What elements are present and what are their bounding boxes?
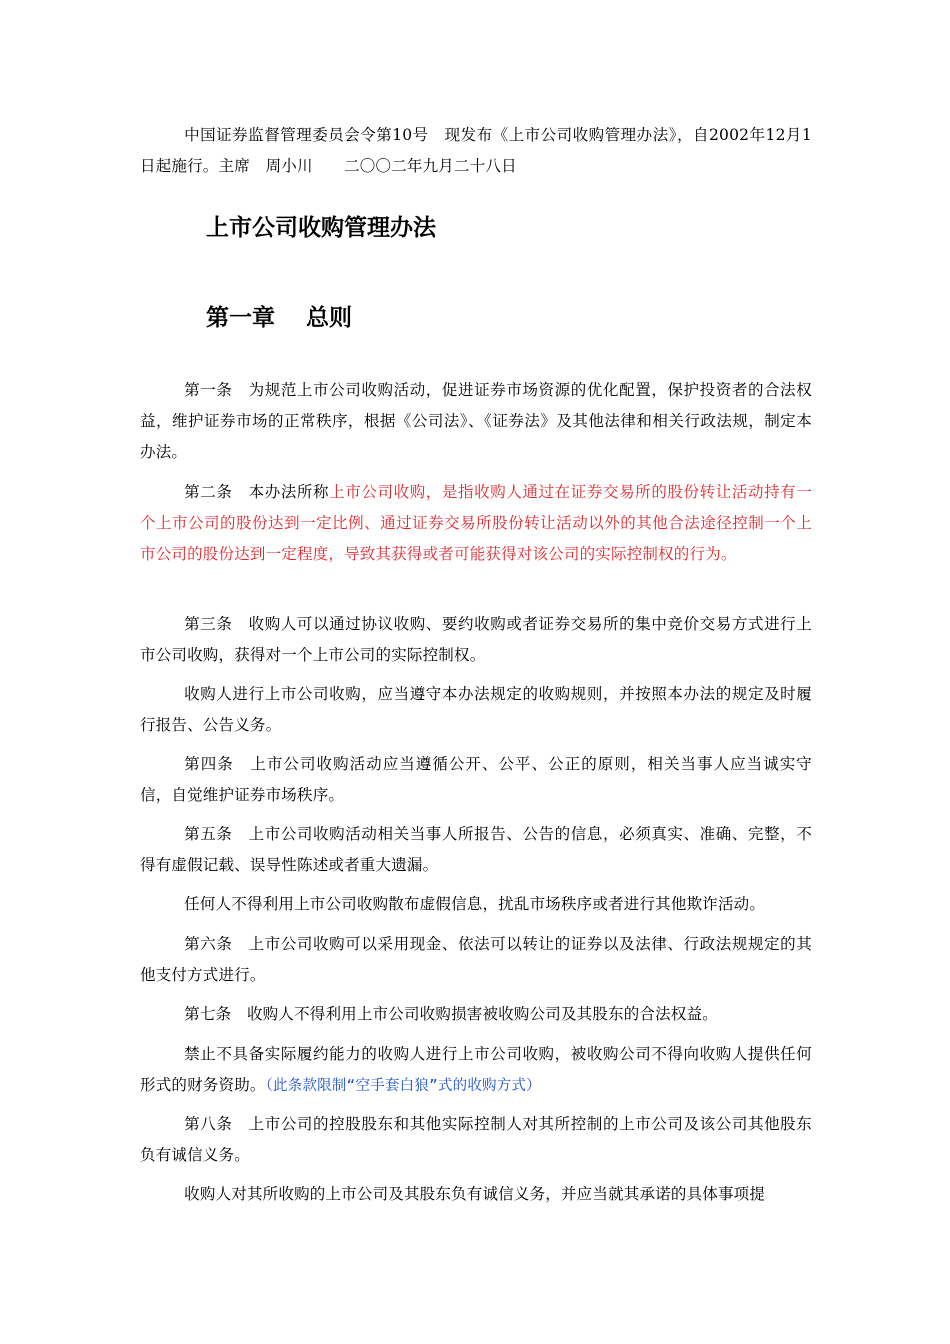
chapter-heading: 第一章 总则: [206, 305, 353, 331]
article-7-paragraph-2: [140, 1039, 812, 1102]
article-3: 第三条 收购人可以通过协议收购、要约收购或者证券交易所的集中竞价交易方式进行上市公司收购，获得对一个上市公司的实际控制权。: [140, 615, 812, 664]
article-5: 第五条 上市公司收购活动相关当事人所报告、公告的信息，必须真实、准确、完整，不得有虚假记载、误导性陈述或者重大遗漏。: [140, 825, 812, 874]
article-2-definition: 上市公司收购，是指收购人通过在证券交易所的股份转让活动持有一个上市公司的股份达到一定比例、通过证券交易所股份转让活动以外的其他合法途径控制一个上市公司的股份达到一定程度，导致其获得或者可能获得对该公司的实际控制权的行为。: [140, 483, 812, 563]
article-2-lead: 第二条 本办法所称: [184, 483, 330, 501]
article-6: 第六条 上市公司收购可以采用现金、依法可以转让的证券以及法律、行政法规规定的其他支付方式进行。: [140, 935, 812, 984]
article-8-paragraph-2: 收购人对其所收购的上市公司及其股东负有诚信义务，并应当就其承诺的具体事项提: [184, 1185, 766, 1203]
article-7: 第七条 收购人不得利用上市公司收购损害被收购公司及其股东的合法权益。: [184, 1005, 718, 1023]
article-2: [140, 477, 812, 570]
article-4: 第四条 上市公司收购活动应当遵循公开、公平、公正的原则，相关当事人应当诚实守信，自觉维护证券市场秩序。: [140, 755, 812, 804]
article-5-paragraph-2: 任何人不得利用上市公司收购散布虚假信息，扰乱市场秩序或者进行其他欺诈活动。: [184, 895, 766, 913]
document-title: 上市公司收购管理办法: [206, 215, 436, 241]
article-8: 第八条 上市公司的控股股东和其他实际控制人对其所控制的上市公司及该公司其他股东负有诚信义务。: [140, 1115, 812, 1164]
article-3-paragraph-2: 收购人进行上市公司收购，应当遵守本办法规定的收购规则，并按照本办法的规定及时履行报告、公告义务。: [140, 685, 812, 734]
decree-paragraph: 中国证券监督管理委员会令第10号 现发布《上市公司收购管理办法》，自2002年12月1日起施行。主席 周小川 二〇〇二年九月二十八日: [140, 126, 812, 175]
article-7-paragraph-2-text: 禁止不具备实际履约能力的收购人进行上市公司收购，被收购公司不得向收购人提供任何形式的财务资助。: [140, 1045, 812, 1094]
annotation-note: （此条款限制“空手套白狼”式的收购方式）: [265, 1078, 541, 1094]
article-1: 第一条 为规范上市公司收购活动，促进证券市场资源的优化配置，保护投资者的合法权益，维护证券市场的正常秩序，根据《公司法》、《证券法》及其他法律和相关行政法规，制定本办法。: [140, 381, 812, 461]
